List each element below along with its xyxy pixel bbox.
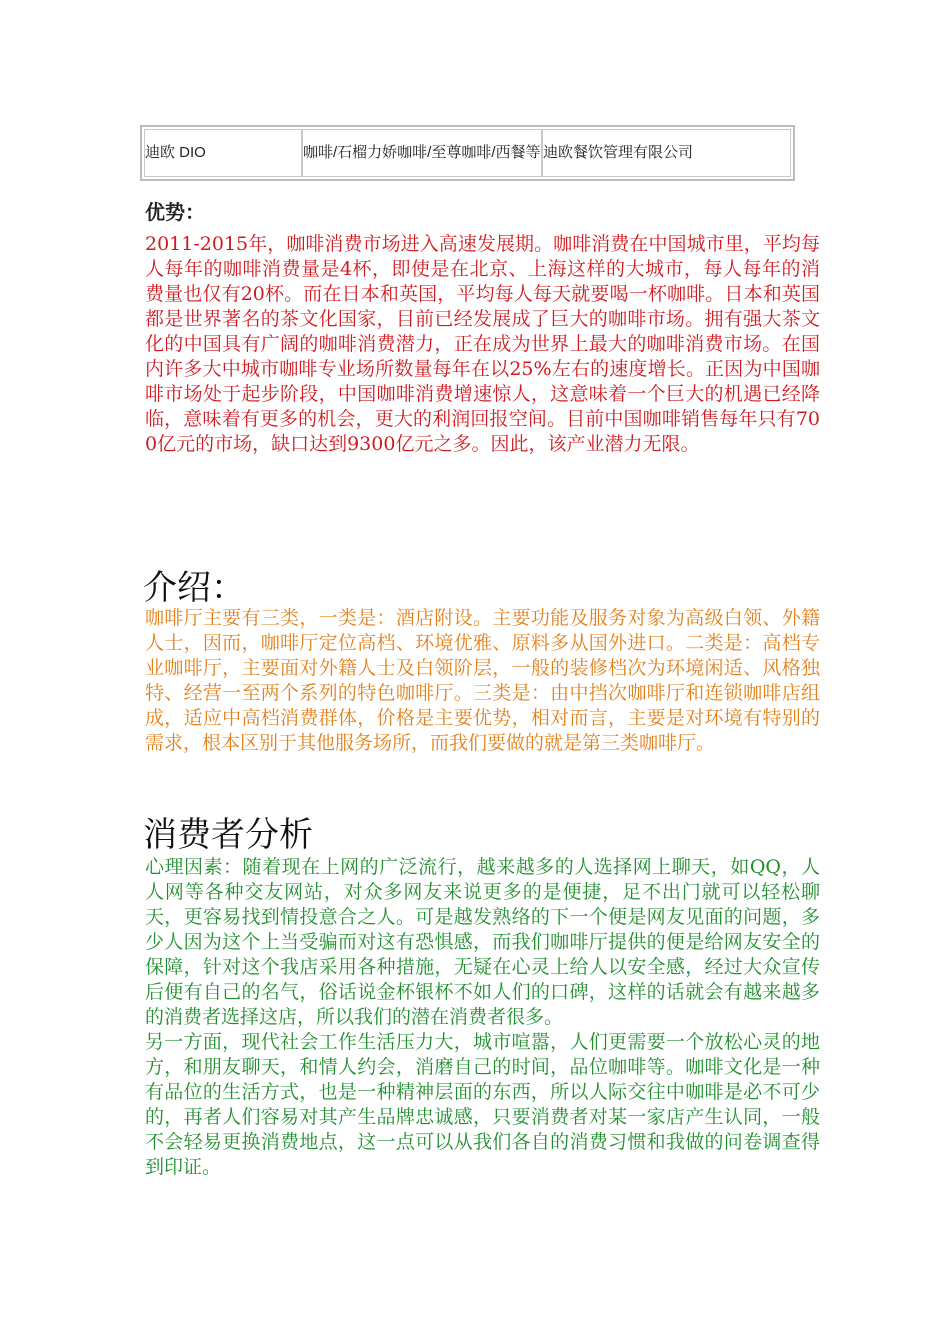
advantages-heading: 优势： xyxy=(145,200,205,224)
consumer-paragraph-2: 另一方面，现代社会工作生活压力大，城市喧嚣，人们更需要一个放松心灵的地方，和朋友聊天，和情人约会，消磨自己的时间，品位咖啡等。咖啡文化是一种有品位的生活方式，也是一种精神层面的东西，所以人际交往中咖啡是必不可少的，再者人们容易对其产生品牌忠诚感，只要消费者对某一家店产生认同，一般不会轻易更换消费地点，这一点可以从我们各自的消费习惯和我做的问卷调查得到印证。 xyxy=(145,1031,820,1178)
intro-heading: 介绍： xyxy=(143,568,245,608)
table-cell-brand: 迪欧 DIO xyxy=(144,129,302,177)
table-cell-company: 迪欧餐饮管理有限公司 xyxy=(542,129,791,177)
consumer-section xyxy=(145,855,820,1180)
advantages-paragraph: 2011-2015年，咖啡消费市场进入高速发展期。咖啡消费在中国城市里，平均每人每年的咖啡消费量是4杯，即使是在北京、上海这样的大城市，每人每年的消费量也仅有20杯。而在日本和英国，平均每人每天就要喝一杯咖啡。日本和英国都是世界著名的茶文化国家，目前已经发展成了巨大的咖啡市场。拥有强大茶文化的中国具有广阔的咖啡消费潜力，正在成为世界上最大的咖啡消费市场。在国内许多大中城市咖啡专业场所数量每年在以25%左右的速度增长。正因为中国咖啡市场处于起步阶段，中国咖啡消费增速惊人，这意味着一个巨大的机遇已经降临，意味着有更多的机会，更大的利润回报空间。目前中国咖啡销售每年只有700亿元的市场，缺口达到9300亿元之多。因此，该产业潜力无限。 xyxy=(145,233,820,455)
table-cell-products: 咖啡/石榴力娇咖啡/至尊咖啡/西餐等 xyxy=(302,129,542,177)
intro-paragraph: 咖啡厅主要有三类，一类是：酒店附设。主要功能及服务对象为高级白领、外籍人士，因而，咖啡厅定位高档、环境优雅、原料多从国外进口。二类是：高档专业咖啡厅，主要面对外籍人士及白领阶层，一般的装修档次为环境闲适、风格独特、经营一至两个系列的特色咖啡厅。三类是：由中挡次咖啡厅和连锁咖啡店组成，适应中高档消费群体，价格是主要优势，相对而言，主要是对环境有特别的需求，根本区别于其他服务场所，而我们要做的就是第三类咖啡厅。 xyxy=(145,607,820,754)
consumer-paragraph-1: 心理因素：随着现在上网的广泛流行，越来越多的人选择网上聊天，如QQ，人人网等各种交友网站，对众多网友来说更多的是便捷，足不出门就可以轻松聊天，更容易找到情投意合之人。可是越发熟络的下一个便是网友见面的问题，多少人因为这个上当受骗而对这有恐惧感，而我们咖啡厅提供的便是给网友安全的保障，针对这个我店采用各种措施，无疑在心灵上给人以安全感，经过大众宣传后便有自己的名气，俗话说金杯银杯不如人们的口碑，这样的话就会有越来越多的消费者选择这店，所以我们的潜在消费者很多。 xyxy=(145,856,820,1028)
consumer-heading: 消费者分析 xyxy=(143,815,313,855)
brand-table xyxy=(140,125,795,181)
